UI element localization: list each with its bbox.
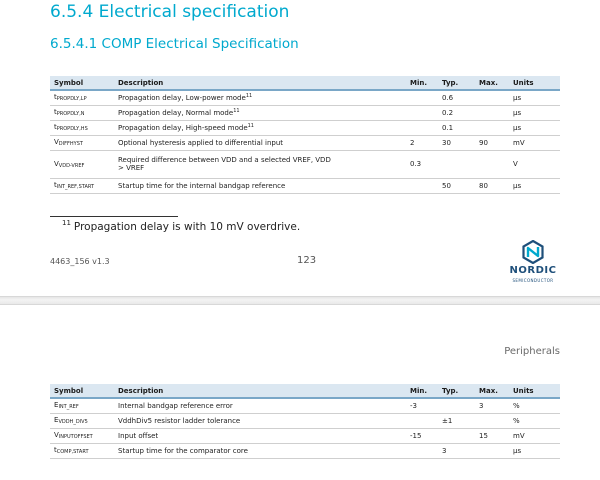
unit-cell: µs [509,443,560,458]
page-number: 123 [297,255,317,266]
col-header-units: Units [509,384,560,398]
max-cell [475,443,509,458]
max-cell: 90 [475,135,509,150]
subsection-heading: 6.5.4.1 COMP Electrical Specification [50,36,299,52]
table-row [50,120,560,135]
symbol-cell: $V_{DIFFHYST}$ [50,135,114,150]
logo-wordmark: NORDIC [509,265,557,276]
footnote-number: 11 [62,219,71,227]
max-cell [475,120,509,135]
max-cell [475,413,509,428]
col-header-min: Min. [406,76,438,90]
col-header-typ: Typ. [438,76,475,90]
table-row [50,443,560,458]
min-cell: 2 [406,135,438,150]
table-row [50,398,560,413]
col-header-max: Max. [475,76,509,90]
symbol-cell: $V_{INPUTOFFSET}$ [50,428,114,443]
col-header-max: Max. [475,384,509,398]
typ-cell: 3 [438,443,475,458]
symbol-cell: $t_{PROPDLY,N}$ [50,105,114,120]
max-cell: 15 [475,428,509,443]
unit-cell: V [509,150,560,178]
min-cell: 0.3 [406,150,438,178]
description-cell: Startup time for the comparator core [114,443,406,458]
comp-electrical-spec-table-continued [50,384,560,459]
table-header-row [50,384,560,398]
table-row [50,90,560,105]
table-row [50,428,560,443]
typ-cell: 30 [438,135,475,150]
min-cell: -3 [406,398,438,413]
typ-cell: 0.2 [438,105,475,120]
logo-tagline: SEMICONDUCTOR [512,278,554,283]
symbol-cell: $t_{PROPDLY,HS}$ [50,120,114,135]
footnote-divider [50,216,178,217]
unit-cell: µs [509,90,560,105]
footnote-text: Propagation delay is with 10 mV overdrive. [73,221,301,233]
description-cell: Propagation delay, Low-power mode$^{11}$ [114,90,406,105]
document-page-124 [0,305,600,480]
typ-cell [438,398,475,413]
description-cell: Input offset [114,428,406,443]
min-cell [406,120,438,135]
page-separator [0,296,600,305]
col-header-symbol: Symbol [50,384,114,398]
min-cell: -15 [406,428,438,443]
min-cell [406,90,438,105]
min-cell [406,443,438,458]
min-cell [406,105,438,120]
running-header: Peripherals [504,346,560,357]
symbol-cell: $t_{INT\_REF,START}$ [50,178,114,193]
min-cell [406,178,438,193]
unit-cell: µs [509,120,560,135]
col-header-min: Min. [406,384,438,398]
unit-cell: % [509,413,560,428]
symbol-cell: $t_{PROPDLY,LP}$ [50,90,114,105]
typ-cell: 0.1 [438,120,475,135]
description-cell: Propagation delay, High-speed mode$^{11}$ [114,120,406,135]
max-cell: 80 [475,178,509,193]
unit-cell: mV [509,135,560,150]
document-id: 4463_156 v1.3 [50,257,110,266]
table-row [50,105,560,120]
unit-cell: µs [509,105,560,120]
section-heading: 6.5.4 Electrical specification [50,2,290,22]
typ-cell [438,428,475,443]
table-row [50,413,560,428]
description-cell: VddhDiv5 resistor ladder tolerance [114,413,406,428]
col-header-description: Description [114,384,406,398]
max-cell [475,90,509,105]
table-row [50,150,560,178]
max-cell: 3 [475,398,509,413]
table-header-row [50,76,560,90]
col-header-symbol: Symbol [50,76,114,90]
table-row [50,135,560,150]
unit-cell: µs [509,178,560,193]
col-header-units: Units [509,76,560,90]
unit-cell: % [509,398,560,413]
description-cell: Internal bandgap reference error [114,398,406,413]
footnote [62,219,300,233]
max-cell [475,105,509,120]
max-cell [475,150,509,178]
description-cell: Startup time for the internal bandgap reference [114,178,406,193]
min-cell [406,413,438,428]
typ-cell: 0.6 [438,90,475,105]
description-cell: Optional hysteresis applied to differential input [114,135,406,150]
description-cell: Propagation delay, Normal mode$^{11}$ [114,105,406,120]
symbol-cell: $E_{INT\_REF}$ [50,398,114,413]
col-header-typ: Typ. [438,384,475,398]
description-cell: Required difference between VDD and a selected VREF, VDD > VREF [114,150,406,178]
table-row [50,178,560,193]
symbol-cell: $t_{COMP,START}$ [50,443,114,458]
nordic-hexagon-icon [522,240,544,264]
symbol-cell: $V_{VDD-VREF}$ [50,150,114,178]
typ-cell: 50 [438,178,475,193]
typ-cell: ±1 [438,413,475,428]
comp-electrical-spec-table [50,76,560,194]
symbol-cell: $E_{VDDH\_DIV5}$ [50,413,114,428]
typ-cell [438,150,475,178]
unit-cell: mV [509,428,560,443]
nordic-logo [502,240,564,290]
col-header-description: Description [114,76,406,90]
